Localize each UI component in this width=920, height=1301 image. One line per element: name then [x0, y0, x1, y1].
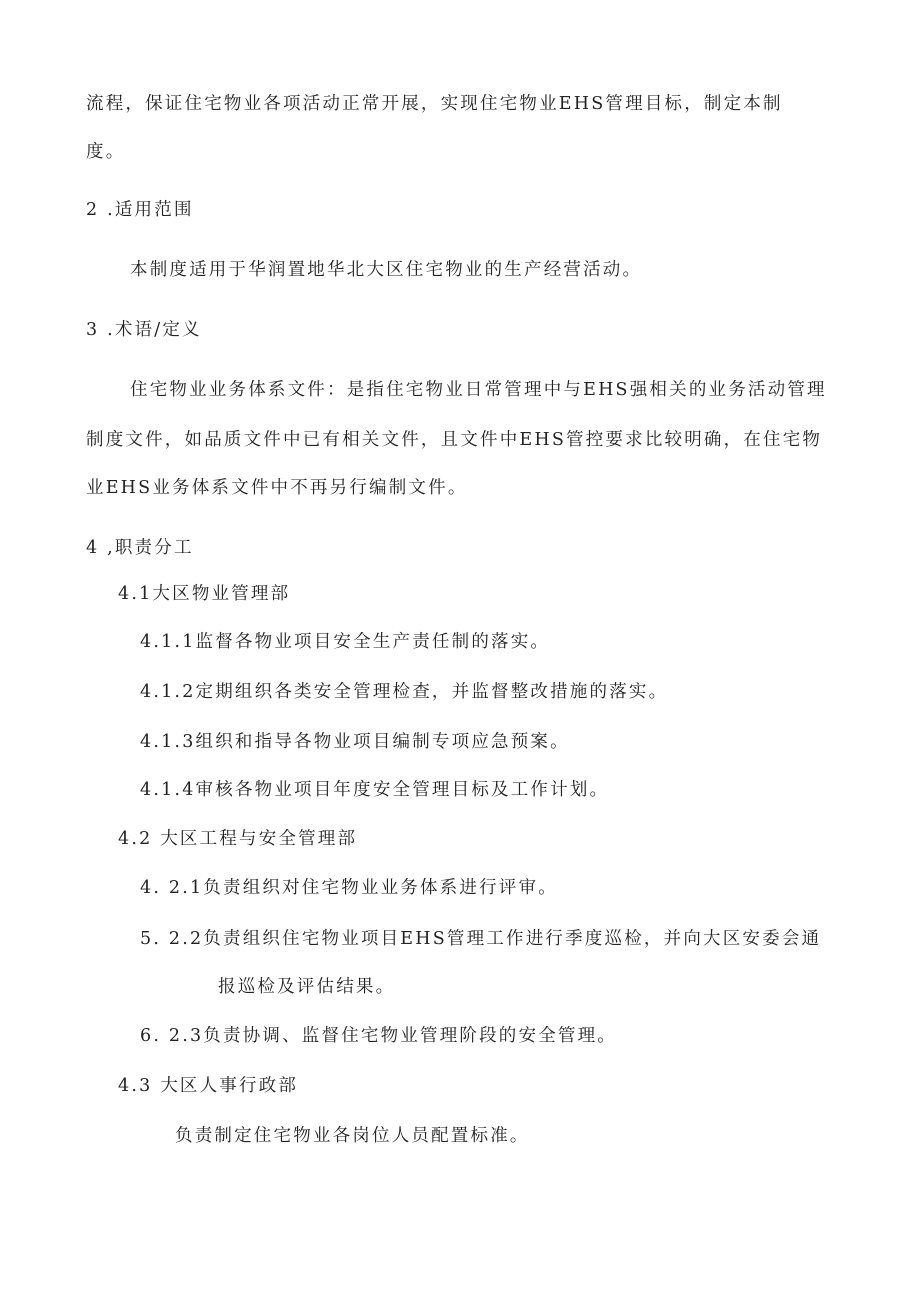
section-2-heading: 2 .适用范围	[86, 200, 194, 220]
section-4-1-1: 4.1.1监督各物业项目安全生产责任制的落实。	[140, 632, 551, 652]
section-3-body-line-3: 业EHS业务体系文件中不再另行编制文件。	[86, 478, 468, 498]
section-3-body-line-1: 住宅物业业务体系文件：是指住宅物业日常管理中与EHS强相关的业务活动管理	[130, 380, 827, 400]
section-4-3-heading: 4.3 大区人事行政部	[118, 1076, 299, 1096]
section-4-2-2-line-1: 5. 2.2负责组织住宅物业项目EHS管理工作进行季度巡检，并向大区安委会通	[140, 929, 822, 949]
section-4-1-3: 4.1.3组织和指导各物业项目编制专项应急预案。	[140, 732, 570, 752]
section-4-2-1: 4. 2.1负责组织对住宅物业业务体系进行评审。	[140, 878, 558, 898]
section-4-2-3: 6. 2.3负责协调、监督住宅物业管理阶段的安全管理。	[140, 1026, 617, 1046]
section-4-1-4: 4.1.4审核各物业项目年度安全管理目标及工作计划。	[140, 780, 610, 800]
section-3-heading: 3 .术语/定义	[86, 320, 202, 340]
section-4-2-2-line-2: 报巡检及评估结果。	[218, 977, 396, 997]
intro-paragraph-line-2: 度。	[86, 142, 126, 162]
section-3-body-line-2: 制度文件，如品质文件中已有相关文件，且文件中EHS管控要求比较明确，在住宅物	[86, 430, 823, 450]
section-2-body: 本制度适用于华润置地华北大区住宅物业的生产经营活动。	[130, 260, 643, 280]
section-4-2-heading: 4.2 大区工程与安全管理部	[118, 829, 358, 849]
section-4-1-heading: 4.1大区物业管理部	[118, 584, 291, 604]
section-4-1-2: 4.1.2定期组织各类安全管理检查，并监督整改措施的落实。	[140, 682, 669, 702]
section-4-heading: 4 ,职责分工	[86, 538, 194, 558]
section-4-3-body: 负责制定住宅物业各岗位人员配置标准。	[175, 1126, 530, 1146]
intro-paragraph-line-1: 流程，保证住宅物业各项活动正常开展，实现住宅物业EHS管理目标，制定本制	[86, 94, 783, 114]
